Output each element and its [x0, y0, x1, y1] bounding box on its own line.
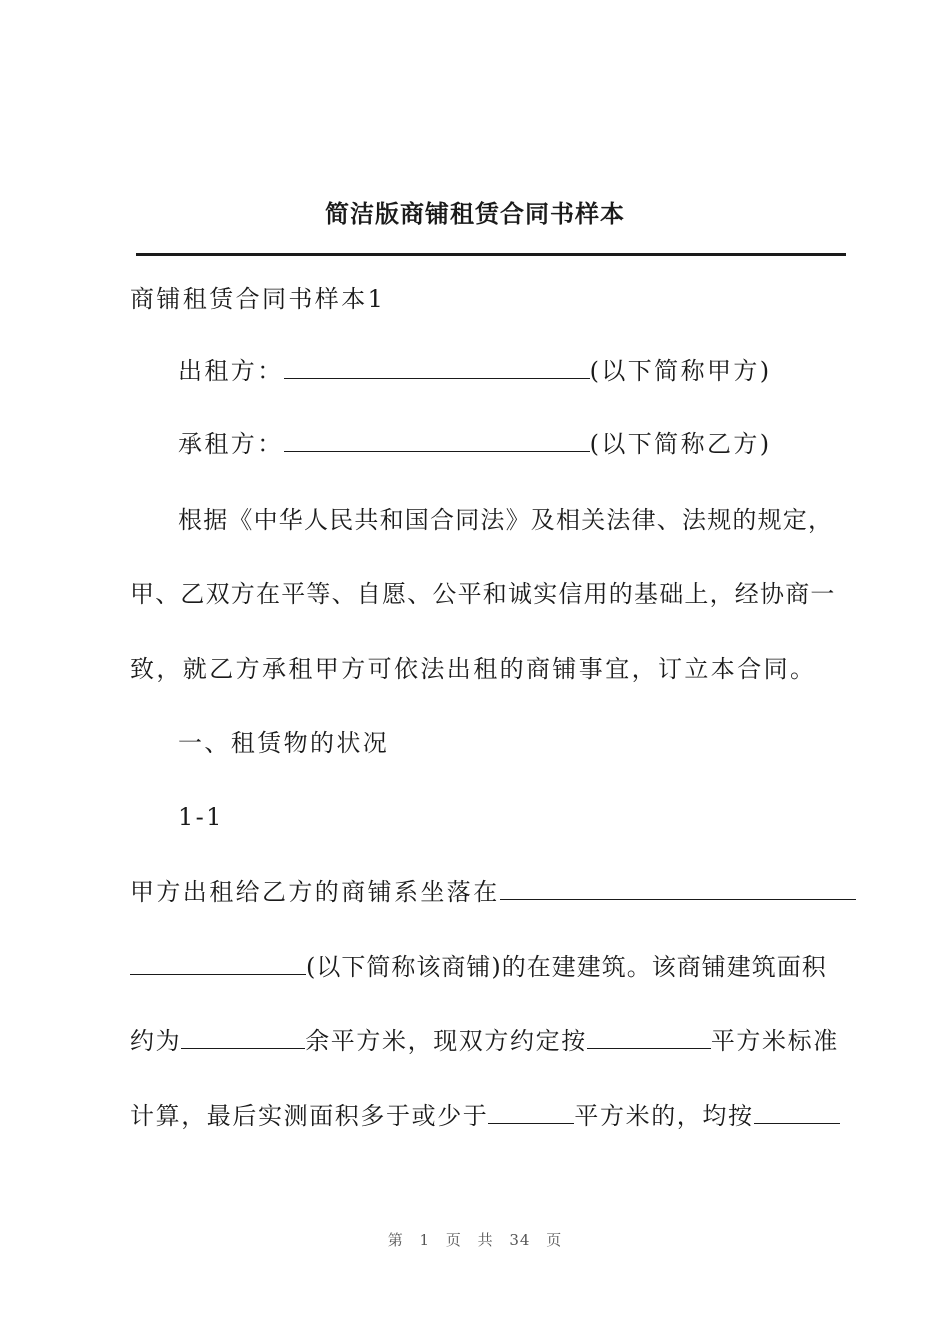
para2-line1-text: 甲方出租给乙方的商铺系坐落在	[130, 878, 500, 906]
location-blank-continued	[130, 952, 306, 975]
lessor-line	[178, 356, 890, 386]
lessor-label: 出租方：	[178, 357, 284, 385]
para2-line3-a: 约为	[130, 1027, 182, 1055]
lessee-line	[178, 429, 890, 459]
para2-line2-text: (以下简称该商铺)的在建建筑。该商铺建筑面积	[306, 953, 827, 981]
para2-line1	[130, 877, 842, 907]
para1-line1: 根据《中华人民共和国合同法》及相关法律、法规的规定，	[178, 506, 834, 534]
para1-line3: 致，就乙方承租甲方可依法出租的商铺事宜，订立本合同。	[130, 655, 817, 683]
location-blank	[500, 877, 856, 900]
area-blank	[181, 1026, 305, 1049]
variance-blank	[488, 1101, 574, 1124]
para2-line3-c: 平方米标准	[710, 1027, 839, 1055]
lessee-blank	[284, 429, 590, 452]
title-divider	[136, 253, 846, 256]
clause-heading: 一、租赁物的状况	[178, 729, 390, 757]
clause-number: 1-1	[178, 803, 224, 831]
para2-line3-b: 余平方米，现双方约定按	[305, 1027, 587, 1055]
standard-area-blank	[587, 1026, 711, 1049]
lessee-label: 承租方：	[178, 430, 284, 458]
lessor-suffix: (以下简称甲方)	[589, 357, 772, 385]
page-number-footer: 第 1 页 共 34 页	[387, 1231, 563, 1249]
lessor-blank	[284, 356, 590, 379]
page-title: 简洁版商铺租赁合同书样本	[325, 199, 625, 228]
section-heading: 商铺租赁合同书样本1	[130, 285, 386, 313]
para2-line4-a: 计算，最后实测面积多于或少于	[130, 1102, 489, 1130]
para2-line4	[130, 1101, 842, 1131]
rate-blank	[754, 1101, 840, 1124]
para2-line3	[130, 1026, 842, 1056]
para1-line2: 甲、乙双方在平等、自愿、公平和诚实信用的基础上，经协商一	[130, 580, 836, 608]
lessee-suffix: (以下简称乙方)	[589, 430, 772, 458]
para2-line2	[130, 952, 842, 982]
para2-line4-b: 平方米的，均按	[574, 1102, 754, 1130]
